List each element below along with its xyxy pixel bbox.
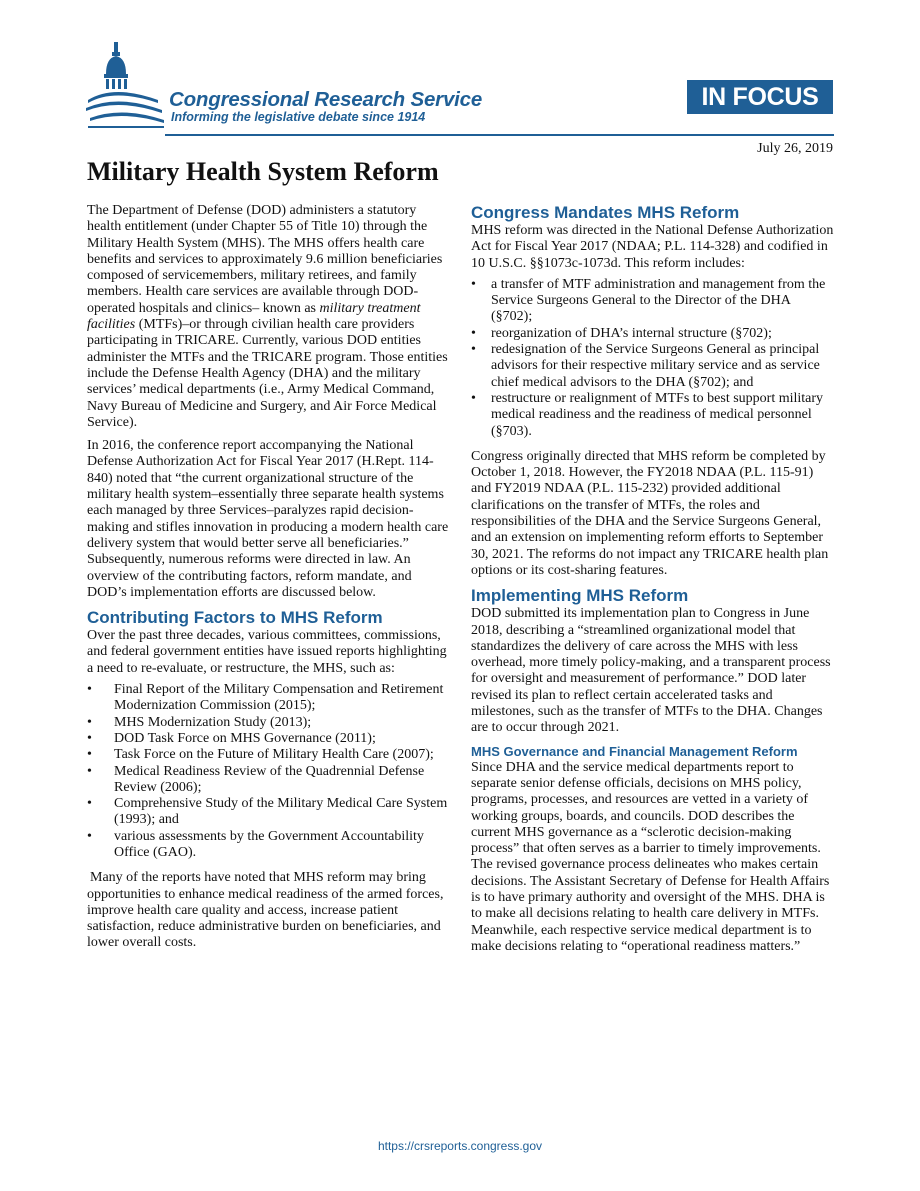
page-title: Military Health System Reform — [87, 157, 439, 186]
factors-list — [87, 682, 449, 861]
list-item: • Task Force on the Future of Military Health Care (2007); — [87, 747, 449, 763]
governance-paragraph: Since DHA and the service medical departments report to separate senior defense officials, decisions on MHS policy, programs, processes, and resources are vetted in a variety of working groups, boards, and councils. DOD describes the current MHS governance as a “sclerotic decision-making process” that often serves as a barrier to timely improvements. The revised governance process delineates who makes certain decisions. The Assistant Secretary of Defense for Health Affairs is to have primary authority and oversight of the MHS. DHA is to make all decisions relating to health care delivery in MTFs. Meanwhile, each respective service medical department is to make decisions relating to “operational readiness matters.” — [471, 759, 830, 954]
mandate-intro-paragraph: MHS reform was directed in the National Defense Authorization Act for Fiscal Year 2017 (NDAA; P.L. 114-328) and codified in 10 U.S.C. §§1073c-1073d. This reform includes: — [471, 223, 834, 271]
org-name: Congressional Research Service — [169, 88, 483, 111]
in-focus-badge: IN FOCUS — [687, 80, 833, 114]
implementation-paragraph: DOD submitted its implementation plan to Congress in June 2018, describing a “streamlined organizational model that standardizes the delivery of care across the MHS with less overhead, more timely policy-making, and a transparent process for oversight and measurement of performance.” DOD later revised its plan to reflect certain accelerated tasks and milestones, such as the transfer of MTFs to the DHA. Changes are to occur through 2021. — [471, 606, 831, 736]
list-item: • DOD Task Force on MHS Governance (2011); — [87, 731, 449, 747]
capitol-dome-icon — [84, 40, 164, 132]
factors-intro-paragraph: Over the past three decades, various committees, commissions, and federal government entities have issued reports highlighting a need to re-evaluate, or restructure, the MHS, such as: — [87, 628, 447, 676]
deadline-paragraph: Congress originally directed that MHS reform be completed by October 1, 2018. However, the FY2018 NDAA (P.L. 115-91) and FY2019 NDAA (P.L. 115-232) provided additional clarifications on the transfer of MTFs, the roles and responsibilities of the DHA and the Service Surgeons General, and an extension on implementing reform efforts to September 30, 2021. The reforms do not impact any TRICARE health plan options or its cost-sharing features. — [471, 448, 829, 578]
reform-benefits-paragraph: Many of the reports have noted that MHS reform may bring opportunities to enhance medical readiness of the armed forces, improve health care quality and access, increase patient satisfaction, reduce administrative burden on beneficiaries, and lower overall costs. — [87, 870, 444, 951]
intro-paragraph: The Department of Defense (DOD) administers a statutory health entitlement (under Chapter 55 of Title 10) through the Military Health System (MHS). The MHS offers health care benefits and services to approximately 9.6 million beneficiaries composed of servicemembers, military retirees, and family members. Health care services are available through DOD-operated hospitals and clinics– known as military treatment facilities (MTFs)–or through civilian health care providers participating in TRICARE. Currently, various DOD entities administer the MTFs and the TRICARE program. Those entities include the Defense Health Agency (DHA) and the military services’ medical departments (i.e., Army Medical Command, Navy Bureau of Medicine and Surgery, and Air Force Medical Service). — [87, 203, 448, 430]
header-rule — [165, 134, 834, 136]
list-item: • Comprehensive Study of the Military Medical Care System (1993); and — [87, 796, 449, 829]
section-heading-contributing-factors: Contributing Factors to MHS Reform — [87, 608, 383, 628]
list-item: • a transfer of MTF administration and management from the Service Surgeons General to the Director of the DHA (§702); — [471, 277, 834, 326]
list-item: • reorganization of DHA’s internal structure (§702); — [471, 326, 834, 342]
org-tagline: Informing the legislative debate since 1914 — [171, 110, 426, 124]
crs-logo — [84, 40, 494, 132]
list-item: • Final Report of the Military Compensation and Retirement Modernization Commission (2015); — [87, 682, 449, 715]
list-item: • Medical Readiness Review of the Quadrennial Defense Review (2006); — [87, 764, 449, 797]
left-column — [87, 203, 449, 959]
list-item: • redesignation of the Service Surgeons General as principal advisors for their respective military service and as service chief medical advisors to the DHA (§702); and — [471, 342, 834, 391]
publication-date: July 26, 2019 — [757, 141, 833, 156]
right-column — [471, 203, 834, 962]
mtf-term: military treatment facilities — [87, 300, 421, 333]
footer-url[interactable]: https://crsreports.congress.gov — [377, 1139, 543, 1153]
list-item: • MHS Modernization Study (2013); — [87, 715, 449, 731]
subsection-heading-governance: MHS Governance and Financial Management Reform — [471, 743, 798, 759]
section-heading-implementing: Implementing MHS Reform — [471, 586, 689, 606]
mandates-list — [471, 277, 834, 440]
section-heading-congress-mandates: Congress Mandates MHS Reform — [471, 203, 740, 222]
list-item: • various assessments by the Government Accountability Office (GAO). — [87, 829, 449, 862]
conference-report-paragraph: In 2016, the conference report accompanying the National Defense Authorization Act for Fiscal Year 2017 (H.Rept. 114-840) noted that “the current organizational structure of the military health system–essentially three separate health systems each managed by three Services–paralyzes rapid decision-making and stifles innovation in producing a modern health care delivery system that would better serve all beneficiaries.” Subsequently, numerous reforms were directed in law. An overview of the contributing factors, reform mandate, and DOD’s implementation efforts are discussed below. — [87, 438, 449, 600]
list-item: • restructure or realignment of MTFs to best support military medical readiness and the readiness of medical personnel (§703). — [471, 391, 834, 440]
